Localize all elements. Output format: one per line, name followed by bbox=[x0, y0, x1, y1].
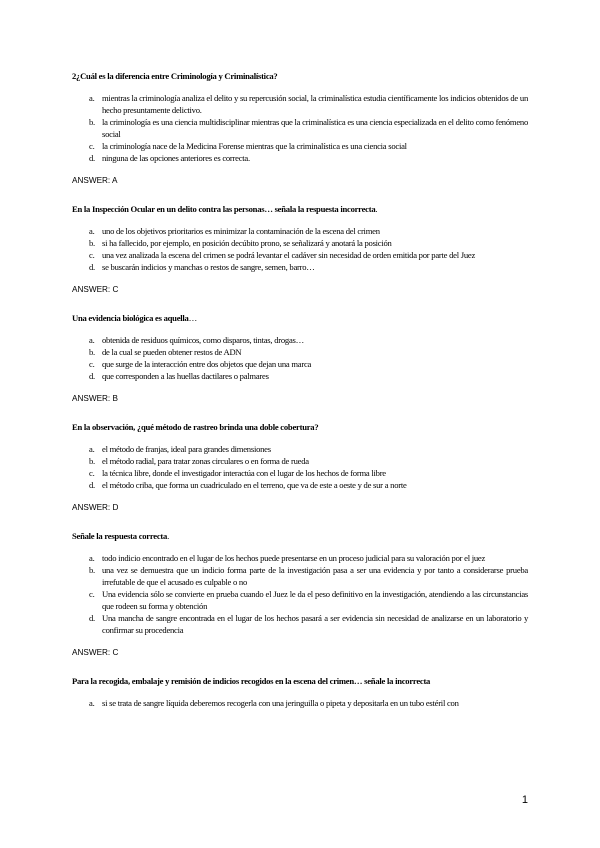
option-text: todo indicio encontrado en el lugar de los hechos puede presentarse en un proceso judicial para su valoración por el juez bbox=[102, 553, 486, 563]
option-letter: c. bbox=[89, 468, 95, 478]
option-item bbox=[72, 346, 528, 358]
option-item bbox=[72, 370, 528, 382]
option-item bbox=[72, 261, 528, 273]
question-block bbox=[72, 421, 528, 514]
option-letter: d. bbox=[89, 613, 95, 623]
answer-line: ANSWER: C bbox=[72, 648, 119, 657]
question-title bbox=[72, 312, 528, 324]
option-letter: b. bbox=[89, 238, 95, 248]
option-letter: a. bbox=[89, 444, 95, 454]
question-block bbox=[72, 70, 528, 187]
option-text: la criminología nace de la Medicina Forense mientras que la criminalística es una ciencia social bbox=[102, 141, 407, 151]
options-list bbox=[72, 225, 528, 273]
question-title bbox=[72, 530, 528, 542]
option-letter: a. bbox=[89, 226, 95, 236]
question-tail: … bbox=[188, 313, 197, 323]
option-item bbox=[72, 92, 528, 116]
option-letter: c. bbox=[89, 250, 95, 260]
option-item bbox=[72, 697, 528, 709]
option-text: una vez se demuestra que un indicio forma parte de la investigación pasa a ser una evidencia y por tanto a considerarse prueba irrefutable de que el acusado es culpable o no bbox=[102, 565, 528, 587]
option-item bbox=[72, 564, 528, 588]
option-letter: a. bbox=[89, 93, 95, 103]
option-letter: a. bbox=[89, 553, 95, 563]
options-list bbox=[72, 443, 528, 491]
question-title bbox=[72, 421, 528, 433]
question-title bbox=[72, 70, 528, 82]
question-text: Señale la respuesta correcta bbox=[72, 531, 168, 541]
option-letter: c. bbox=[89, 359, 95, 369]
question-title bbox=[72, 203, 528, 215]
answer-line: ANSWER: D bbox=[72, 503, 119, 512]
answer-line: ANSWER: C bbox=[72, 285, 119, 294]
question-block bbox=[72, 203, 528, 296]
option-text: uno de los objetivos prioritarios es minimizar la contaminación de la escena del crimen bbox=[102, 226, 380, 236]
option-text: el método radial, para tratar zonas circulares o en forma de rueda bbox=[102, 456, 309, 466]
option-item bbox=[72, 140, 528, 152]
option-text: la criminología es una ciencia multidisciplinar mientras que la criminalística es una ciencia especializada en el delito como fenómeno social bbox=[102, 117, 528, 139]
question-block bbox=[72, 312, 528, 405]
option-text: ninguna de las opciones anteriores es correcta. bbox=[102, 153, 250, 163]
question-title bbox=[72, 675, 528, 687]
page-number: 1 bbox=[521, 794, 528, 806]
question-tail: . bbox=[167, 531, 169, 541]
options-list bbox=[72, 334, 528, 382]
option-text: Una mancha de sangre encontrada en el lugar de los hechos pasará a ser evidencia sin necesidad de analizarse en un laboratorio y confirmar su procedencia bbox=[102, 613, 528, 635]
option-item bbox=[72, 334, 528, 346]
option-item bbox=[72, 358, 528, 370]
question-block bbox=[72, 675, 528, 709]
option-letter: b. bbox=[89, 456, 95, 466]
option-item bbox=[72, 116, 528, 140]
question-block bbox=[72, 530, 528, 659]
option-letter: a. bbox=[89, 335, 95, 345]
option-letter: a. bbox=[89, 698, 95, 708]
option-text: una vez analizada la escena del crimen se podrá levantar el cadáver sin necesidad de orden emitida por parte del Juez bbox=[102, 250, 476, 260]
option-text: mientras la criminología analiza el delito y su repercusión social, la criminalística estudia científicamente los indicios obtenidos de un hecho presuntamente delictivo. bbox=[102, 93, 528, 115]
option-text: el método criba, que forma un cuadriculado en el terreno, que va de este a oeste y de sur a norte bbox=[102, 480, 407, 490]
option-text: se buscarán indicios y manchas o restos de sangre, semen, barro… bbox=[102, 262, 315, 272]
option-letter: d. bbox=[89, 262, 95, 272]
option-letter: d. bbox=[89, 480, 95, 490]
option-text: Una evidencia sólo se convierte en prueba cuando el Juez le da el peso definitivo en la investigación, atendiendo a las circunstancias que rodeen su forma y obtención bbox=[102, 589, 528, 611]
option-text: si se trata de sangre líquida deberemos recogerla con una jeringuilla o pipeta y depositarla en un tubo estéril con bbox=[102, 698, 459, 708]
question-text: Para la recogida, embalaje y remisión de indicios recogidos en la escena del crimen… señale la incorrecta bbox=[72, 676, 431, 686]
options-list bbox=[72, 697, 528, 709]
option-item bbox=[72, 237, 528, 249]
option-letter: b. bbox=[89, 347, 95, 357]
option-item bbox=[72, 152, 528, 164]
option-letter: c. bbox=[89, 589, 95, 599]
option-item bbox=[72, 225, 528, 237]
option-item bbox=[72, 443, 528, 455]
option-item bbox=[72, 552, 528, 564]
question-text: 2¿Cuál es la diferencia entre Criminología y Criminalística? bbox=[72, 71, 278, 81]
option-text: que surge de la interacción entre dos objetos que dejan una marca bbox=[102, 359, 312, 369]
options-list bbox=[72, 552, 528, 636]
option-item bbox=[72, 467, 528, 479]
option-text: obtenida de residuos químicos, como disparos, tintas, drogas… bbox=[102, 335, 304, 345]
answer-line: ANSWER: A bbox=[72, 176, 118, 185]
option-item bbox=[72, 588, 528, 612]
option-text: si ha fallecido, por ejemplo, en posición decúbito prono, se señalizará y anotará la posición bbox=[102, 238, 392, 248]
option-item bbox=[72, 455, 528, 467]
option-letter: b. bbox=[89, 117, 95, 127]
option-item bbox=[72, 249, 528, 261]
question-tail: . bbox=[375, 204, 378, 214]
option-text: que corresponden a las huellas dactilares o palmares bbox=[102, 371, 269, 381]
quiz-content bbox=[72, 70, 528, 709]
option-item bbox=[72, 612, 528, 636]
option-letter: c. bbox=[89, 141, 95, 151]
option-text: la técnica libre, donde el investigador interactúa con el lugar de los hechos de forma libre bbox=[102, 468, 386, 478]
question-text: En la Inspección Ocular en un delito contra las personas… señala la respuesta incorrecta bbox=[72, 204, 376, 214]
question-text: En la observación, ¿qué método de rastreo brinda una doble cobertura? bbox=[72, 422, 319, 432]
answer-line: ANSWER: B bbox=[72, 394, 118, 403]
option-text: el método de franjas, ideal para grandes dimensiones bbox=[102, 444, 271, 454]
option-text: de la cual se pueden obtener restos de ADN bbox=[102, 347, 242, 357]
option-letter: d. bbox=[89, 153, 95, 163]
options-list bbox=[72, 92, 528, 164]
option-item bbox=[72, 479, 528, 491]
question-text: Una evidencia biológica es aquella bbox=[72, 313, 189, 323]
option-letter: d. bbox=[89, 371, 95, 381]
option-letter: b. bbox=[89, 565, 95, 575]
